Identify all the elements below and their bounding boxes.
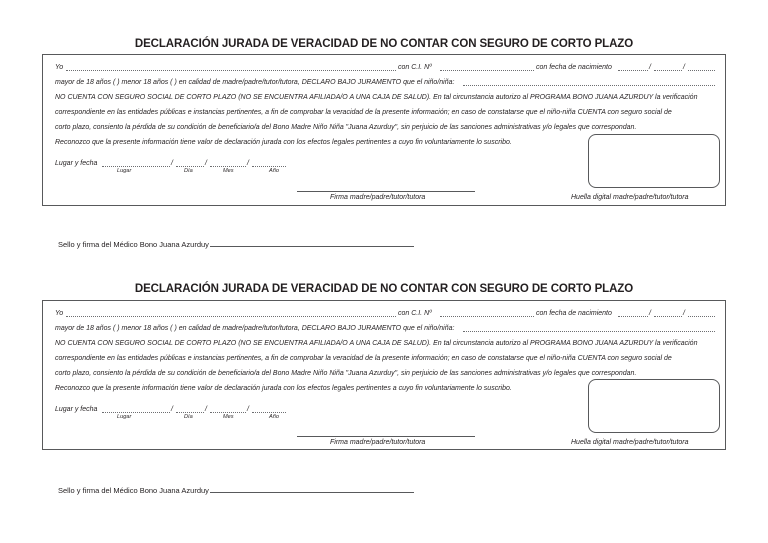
- place-field[interactable]: [102, 166, 170, 167]
- month-field[interactable]: [210, 412, 246, 413]
- signature-caption: Firma madre/padre/tutor/tutora: [330, 439, 426, 446]
- age-statement: mayor de 18 años ( ) menor 18 años ( ) en calidad de madre/padre/tutor/tutora, DECLARO BAJO JURAMENTO que el niño/niña:: [55, 79, 455, 86]
- day-sublabel: Día: [184, 168, 193, 174]
- ci-field[interactable]: [440, 70, 534, 71]
- day-sublabel: Día: [184, 414, 193, 420]
- statement-line-2: correspondiente en las entidades públicas e instancias pertinentes, a fin de comprobar la veracidad de la presente información; en caso de constatarse que el niño-niña CUENTA con seguro social de: [55, 355, 672, 362]
- signature-caption: Firma madre/padre/tutor/tutora: [330, 194, 426, 201]
- form-box: Yo con C.I. Nº con fecha de nacimiento / / mayor de 18 años ( ) menor 18 años ( ) en calidad de madre/padre/tutor/tutora, DECLARO BAJO JURAMENTO que el niño/niña: NO CUENTA CON SEGURO SOCIAL DE CORTO PLAZO (NO SE ENCUENTRA AFILIADA/O A UNA CAJA DE SALUD). En tal circunstancia autorizo al PROGRAMA BONO JUANA AZURDUY la verificación correspondiente en las entidades públicas e instancias pertinentes, a fin de comprobar la veracidad de la presente información; en caso de constatarse que el niño-niña CUENTA con seguro social de corto plazo, consiento la pérdida de su condición de beneficiario/a del Bono Madre Niño Niña "Juana Azurduy", sin perjuicio de las sanciones administrativas y/o legales que correspondan. Reconozco que la presente información tiene valor de declaración jurada con los efectos legales pertinentes a cuyo fin voluntariamente lo suscribo. Lugar y fecha / / / Lugar Día Mes Año Firma madre/padre/tutor/tutora Huella digital madre/padre/tutor/tutora: [42, 54, 726, 206]
- place-date-label: Lugar y fecha: [55, 160, 98, 167]
- statement-line-1: NO CUENTA CON SEGURO SOCIAL DE CORTO PLAZO (NO SE ENCUENTRA AFILIADA/O A UNA CAJA DE SALUD). En tal circunstancia autorizo al PROGRAMA BONO JUANA AZURDUY la verificación: [55, 340, 698, 347]
- month-sublabel: Mes: [223, 168, 234, 174]
- place-sublabel: Lugar: [117, 168, 132, 174]
- doctor-signature-field[interactable]: [210, 484, 414, 493]
- place-sublabel: Lugar: [117, 414, 132, 420]
- fingerprint-box[interactable]: [588, 134, 720, 188]
- child-name-field[interactable]: [463, 331, 715, 332]
- day-field[interactable]: [176, 412, 204, 413]
- place-field[interactable]: [102, 412, 170, 413]
- year-field[interactable]: [252, 412, 286, 413]
- year-sublabel: Año: [269, 414, 279, 420]
- statement-line-4: Reconozco que la presente información tiene valor de declaración jurada con los efectos legales pertinentes a cuyo fin voluntariamente lo suscribo.: [55, 139, 512, 146]
- birth-year-field[interactable]: [688, 316, 715, 317]
- name-field[interactable]: [66, 70, 396, 71]
- statement-line-1: NO CUENTA CON SEGURO SOCIAL DE CORTO PLAZO (NO SE ENCUENTRA AFILIADA/O A UNA CAJA DE SALUD). En tal circunstancia autorizo al PROGRAMA BONO JUANA AZURDUY la verificación: [55, 94, 698, 101]
- birth-month-field[interactable]: [654, 316, 682, 317]
- doctor-signature-field[interactable]: [210, 238, 414, 247]
- day-field[interactable]: [176, 166, 204, 167]
- form-title: DECLARACIÓN JURADA DE VERACIDAD DE NO CONTAR CON SEGURO DE CORTO PLAZO: [134, 38, 634, 50]
- place-date-label: Lugar y fecha: [55, 406, 98, 413]
- child-name-field[interactable]: [463, 85, 715, 86]
- birth-month-field[interactable]: [654, 70, 682, 71]
- fingerprint-caption: Huella digital madre/padre/tutor/tutora: [571, 439, 689, 446]
- ci-label: con C.I. Nº: [398, 64, 432, 71]
- doctor-seal-label: Sello y firma del Médico Bono Juana Azurduy: [58, 486, 209, 495]
- birth-day-field[interactable]: [618, 316, 648, 317]
- fingerprint-caption: Huella digital madre/padre/tutor/tutora: [571, 194, 689, 201]
- month-sublabel: Mes: [223, 414, 234, 420]
- form-title: DECLARACIÓN JURADA DE VERACIDAD DE NO CONTAR CON SEGURO DE CORTO PLAZO: [134, 283, 634, 295]
- signature-line[interactable]: [297, 191, 475, 192]
- birth-year-field[interactable]: [688, 70, 715, 71]
- doctor-seal-label: Sello y firma del Médico Bono Juana Azurduy: [58, 240, 209, 249]
- birth-day-field[interactable]: [618, 70, 648, 71]
- year-sublabel: Año: [269, 168, 279, 174]
- ci-label: con C.I. Nº: [398, 310, 432, 317]
- name-field[interactable]: [66, 316, 396, 317]
- statement-line-3: corto plazo, consiento la pérdida de su condición de beneficiario/a del Bono Madre Niño Niña "Juana Azurduy", sin perjuicio de las sanciones administrativas y/o legales que correspondan.: [55, 124, 637, 131]
- statement-line-3: corto plazo, consiento la pérdida de su condición de beneficiario/a del Bono Madre Niño Niña "Juana Azurduy", sin perjuicio de las sanciones administrativas y/o legales que correspondan.: [55, 370, 637, 377]
- doctor-seal-line: [58, 238, 414, 249]
- doctor-seal-line: [58, 484, 414, 495]
- statement-line-2: correspondiente en las entidades públicas e instancias pertinentes, a fin de comprobar la veracidad de la presente información; en caso de constatarse que el niño-niña CUENTA con seguro social de: [55, 109, 672, 116]
- form-box: Yo con C.I. Nº con fecha de nacimiento / / mayor de 18 años ( ) menor 18 años ( ) en calidad de madre/padre/tutor/tutora, DECLARO BAJO JURAMENTO que el niño/niña: NO CUENTA CON SEGURO SOCIAL DE CORTO PLAZO (NO SE ENCUENTRA AFILIADA/O A UNA CAJA DE SALUD). En tal circunstancia autorizo al PROGRAMA BONO JUANA AZURDUY la verificación correspondiente en las entidades públicas e instancias pertinentes, a fin de comprobar la veracidad de la presente información; en caso de constatarse que el niño-niña CUENTA con seguro social de corto plazo, consiento la pérdida de su condición de beneficiario/a del Bono Madre Niño Niña "Juana Azurduy", sin perjuicio de las sanciones administrativas y/o legales que correspondan. Reconozco que la presente información tiene valor de declaración jurada con los efectos legales pertinentes a cuyo fin voluntariamente lo suscribo. Lugar y fecha / / / Lugar Día Mes Año Firma madre/padre/tutor/tutora Huella digital madre/padre/tutor/tutora: [42, 300, 726, 450]
- birthdate-label: con fecha de nacimiento: [536, 310, 612, 317]
- year-field[interactable]: [252, 166, 286, 167]
- birthdate-label: con fecha de nacimiento: [536, 64, 612, 71]
- statement-line-4: Reconozco que la presente información tiene valor de declaración jurada con los efectos legales pertinentes a cuyo fin voluntariamente lo suscribo.: [55, 385, 512, 392]
- age-statement: mayor de 18 años ( ) menor 18 años ( ) en calidad de madre/padre/tutor/tutora, DECLARO BAJO JURAMENTO que el niño/niña:: [55, 325, 455, 332]
- fingerprint-box[interactable]: [588, 379, 720, 433]
- signature-line[interactable]: [297, 436, 475, 437]
- ci-field[interactable]: [440, 316, 534, 317]
- yo-label: Yo: [55, 64, 64, 71]
- yo-label: Yo: [55, 310, 64, 317]
- month-field[interactable]: [210, 166, 246, 167]
